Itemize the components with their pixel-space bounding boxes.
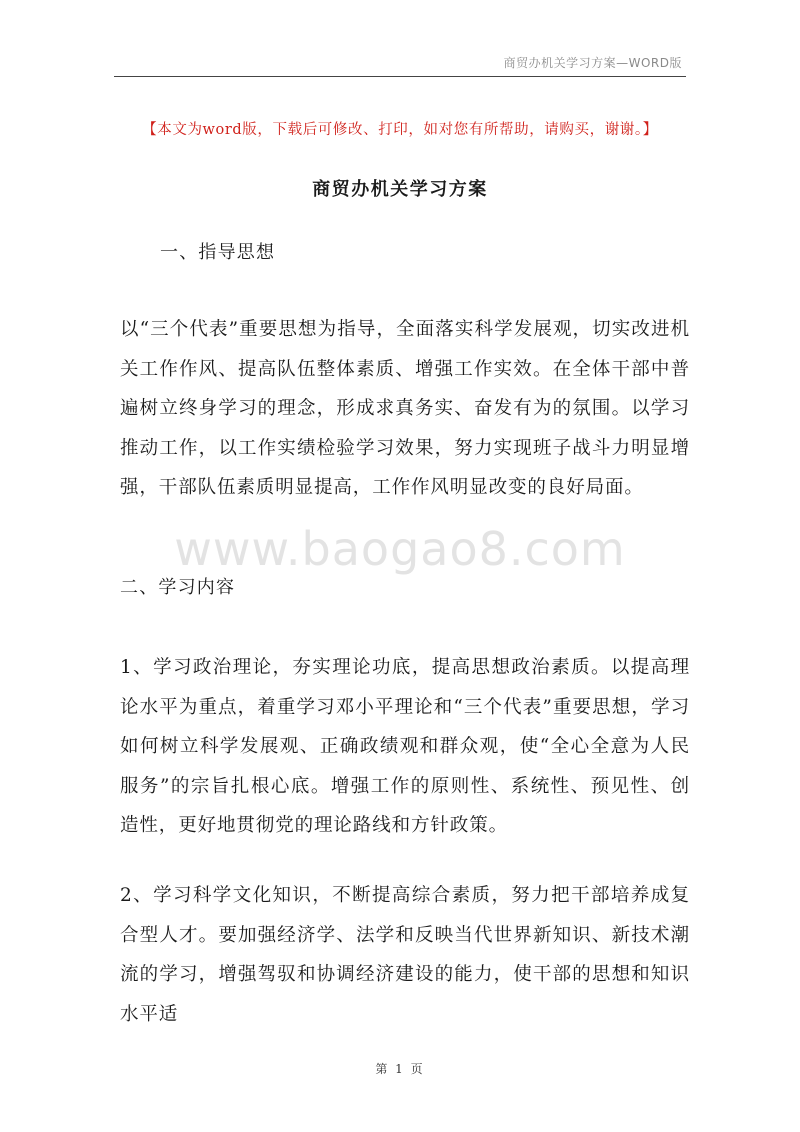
section-heading-study-content: 二、学习内容 (120, 577, 236, 598)
paragraph-item-2: 2、学习科学文化知识，不断提高综合素质，努力把干部培养成复合型人才。要加强经济学、法学和反映当代世界新知识、新技术潮流的学习，增强驾驭和协调经济建设的能力，使干部的思想和知识水平适 (120, 885, 690, 1025)
paragraph-item-1: 1、学习政治理论，夯实理论功底，提高思想政治素质。以提高理论水平为重点，着重学习邓小平理论和“三个代表”重要思想，学习如何树立科学发展观、正确政绩观和群众观，使“全心全意为人民服务”的宗旨扎根心底。增强工作的原则性、系统性、预见性、创造性，更好地贯彻党的理论路线和方针政策。 (120, 657, 690, 836)
section-heading-guiding-thought: 一、指导思想 (160, 242, 276, 263)
header-divider (114, 76, 686, 77)
watermark-text: www.baogao8.com (174, 522, 626, 576)
purchase-notice: 【本文为word版，下载后可修改、打印，如对您有所帮助，请购买，谢谢。】 (142, 122, 658, 138)
page-number: 第 1 页 (375, 1062, 425, 1076)
paragraph-guiding-thought: 以“三个代表”重要思想为指导，全面落实科学发展观，切实改进机关工作作风、提高队伍整体素质、增强工作实效。在全体干部中普遍树立终身学习的理念，形成求真务实、奋发有为的氛围。以学习推动工作，以工作实绩检验学习效果，努力实现班子战斗力明显增强，干部队伍素质明显提高，工作作风明显改变的良好局面。 (120, 319, 690, 498)
document-title: 商贸办机关学习方案 (312, 179, 488, 200)
running-header-title: 商贸办机关学习方案—WORD版 (503, 56, 682, 70)
